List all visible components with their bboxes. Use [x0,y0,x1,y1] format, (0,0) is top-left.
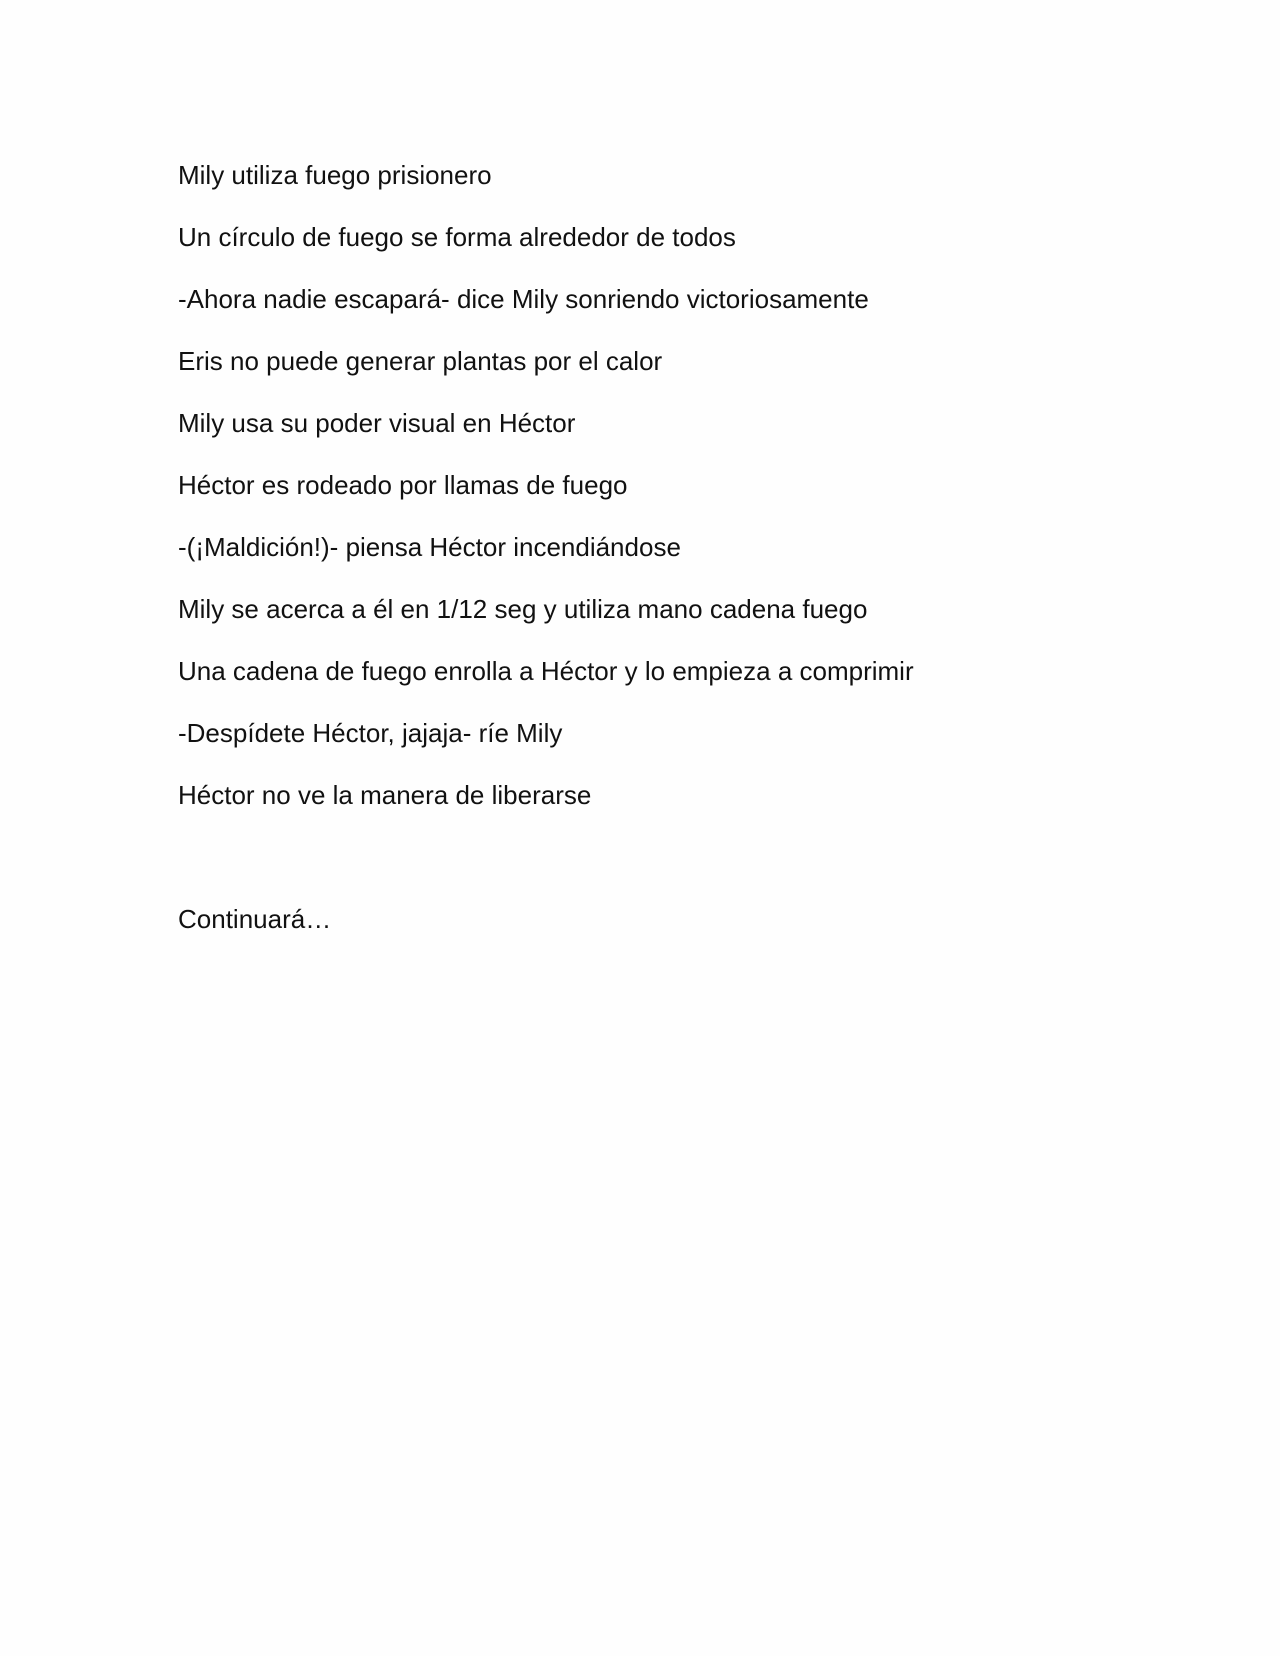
paragraph-line: Héctor no ve la manera de liberarse [178,780,592,810]
paragraph-line: Una cadena de fuego enrolla a Héctor y lo empieza a comprimir [178,656,914,686]
paragraph-line: -(¡Maldición!)- piensa Héctor incendiándose [178,532,681,562]
paragraph-line: Mily usa su poder visual en Héctor [178,408,576,438]
paragraph-line: Mily utiliza fuego prisionero [178,160,492,190]
paragraph-line: -Ahora nadie escapará- dice Mily sonriendo victoriosamente [178,284,869,314]
paragraph-line: Un círculo de fuego se forma alrededor de todos [178,222,736,252]
blank-line [178,826,1158,888]
paragraph-line: Eris no puede generar plantas por el calor [178,346,663,376]
paragraph-line: -Despídete Héctor, jajaja- ríe Mily [178,718,563,748]
document-body [178,144,1158,950]
closing-line: Continuará… [178,904,332,934]
paragraph-line: Héctor es rodeado por llamas de fuego [178,470,628,500]
paragraph-line: Mily se acerca a él en 1/12 seg y utiliza mano cadena fuego [178,594,868,624]
